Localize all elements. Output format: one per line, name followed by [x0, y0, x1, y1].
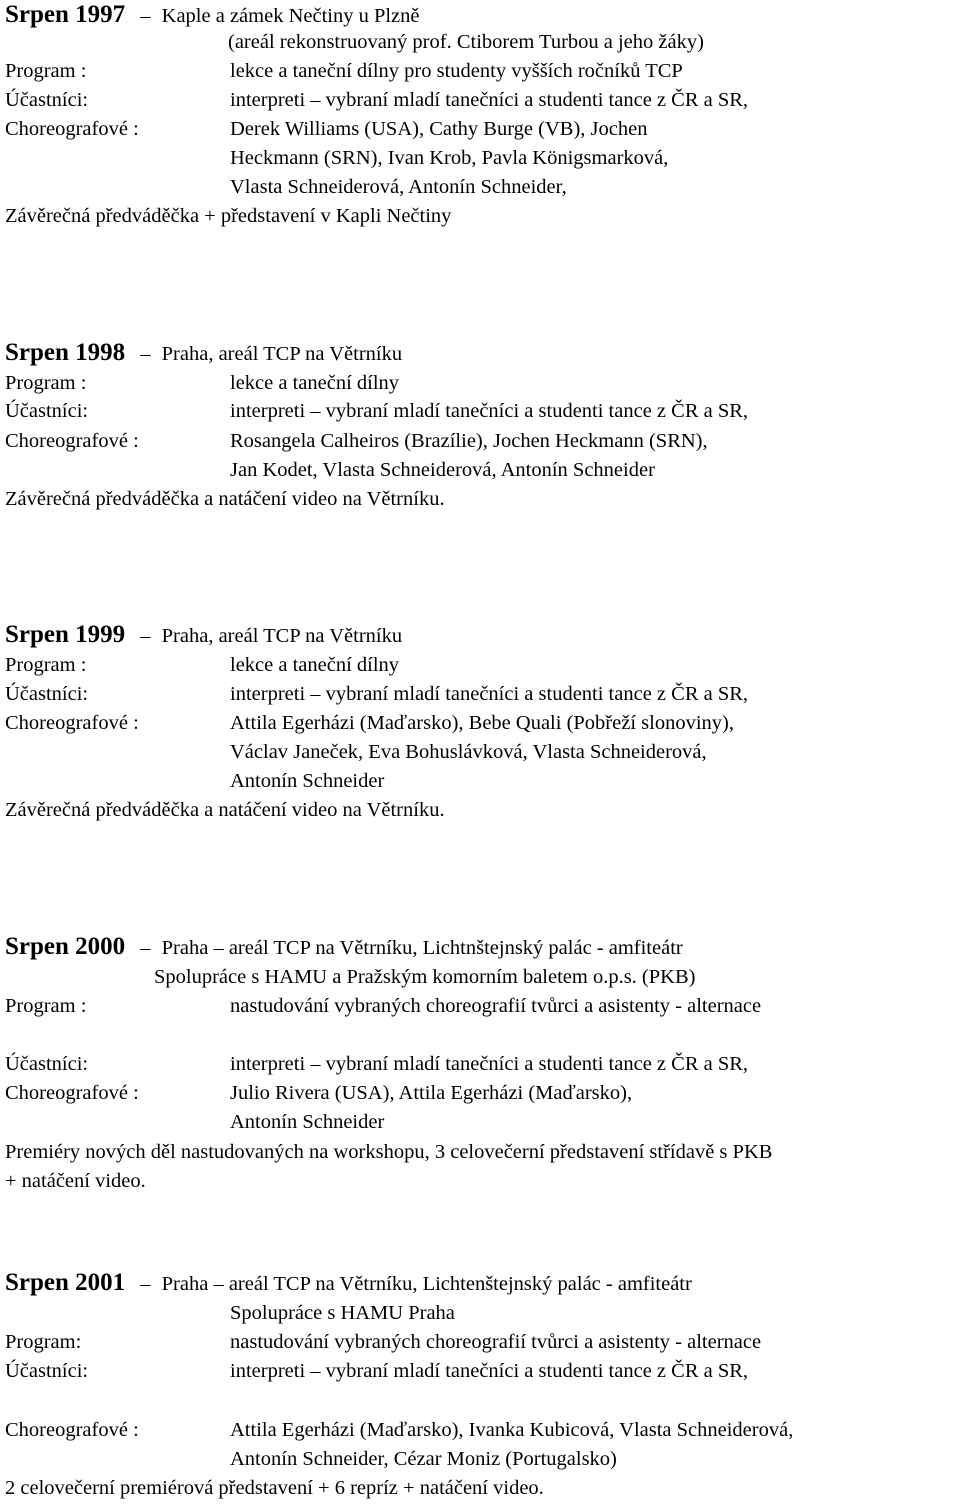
- participants-label: Účastníci:: [5, 89, 89, 111]
- venue: Praha – areál TCP na Větrníku, Lichtenštejnský palác - amfiteátr: [161, 1273, 692, 1295]
- venue: Praha, areál TCP na Větrníku: [161, 625, 403, 647]
- program-text: lekce a taneční dílny: [230, 654, 400, 676]
- participants-text: interpreti – vybraní mladí tanečníci a studenti tance z ČR a SR,: [230, 400, 749, 422]
- program-text: lekce a taneční dílny pro studenty vyšších ročníků TCP: [230, 60, 683, 82]
- program-label: Program :: [5, 60, 87, 82]
- participants-label: Účastníci:: [5, 400, 89, 422]
- venue-detail: Spolupráce s HAMU Praha: [230, 1302, 455, 1324]
- program-label: Program :: [5, 654, 87, 676]
- section-heading: [5, 620, 402, 651]
- choreographers-line: Attila Egerházi (Maďarsko), Ivanka Kubicová, Vlasta Schneiderová,: [230, 1419, 794, 1441]
- year-title: Srpen 1997: [5, 1, 126, 28]
- participants-text: interpreti – vybraní mladí tanečníci a studenti tance z ČR a SR,: [230, 1360, 749, 1382]
- venue-detail: Spolupráce s HAMU a Pražským komorním baletem o.p.s. (PKB): [154, 966, 696, 988]
- program-text: lekce a taneční dílny: [230, 372, 400, 394]
- closing-note: Závěrečná předváděčka a natáčení video na Větrníku.: [5, 799, 445, 821]
- year-title: Srpen 2001: [5, 1269, 126, 1296]
- closing-note: + natáčení video.: [5, 1170, 146, 1192]
- venue: Praha – areál TCP na Větrníku, Lichtnštejnský palác - amfiteátr: [161, 937, 683, 959]
- choreographers-line: Heckmann (SRN), Ivan Krob, Pavla Königsmarková,: [230, 147, 669, 169]
- choreographers-line: Jan Kodet, Vlasta Schneiderová, Antonín Schneider: [230, 459, 655, 481]
- participants-label: Účastníci:: [5, 1053, 89, 1075]
- choreographers-label: Choreografové :: [5, 430, 139, 452]
- year-title: Srpen 2000: [5, 933, 126, 960]
- closing-note: Závěrečná předváděčka + představení v Kapli Nečtiny: [5, 205, 452, 227]
- program-text: nastudování vybraných choreografií tvůrci a asistenty - alternace: [230, 995, 762, 1017]
- year-title: Srpen 1998: [5, 339, 126, 366]
- dash-icon: –: [140, 5, 151, 27]
- program-text: nastudování vybraných choreografií tvůrci a asistenty - alternace: [230, 1331, 762, 1353]
- dash-icon: –: [140, 1273, 151, 1295]
- year-title: Srpen 1999: [5, 621, 126, 648]
- choreographers-line: Rosangela Calheiros (Brazílie), Jochen Heckmann (SRN),: [230, 430, 708, 452]
- closing-note: Premiéry nových děl nastudovaných na workshopu, 3 celovečerní představení střídavě s PKB: [5, 1141, 773, 1163]
- participants-text: interpreti – vybraní mladí tanečníci a studenti tance z ČR a SR,: [230, 1053, 749, 1075]
- choreographers-label: Choreografové :: [5, 1419, 139, 1441]
- section-heading: [5, 338, 402, 369]
- participants-label: Účastníci:: [5, 1360, 89, 1382]
- section-heading: [5, 1268, 692, 1299]
- choreographers-label: Choreografové :: [5, 712, 139, 734]
- section-heading: [5, 932, 683, 963]
- choreographers-label: Choreografové :: [5, 118, 139, 140]
- venue: Praha, areál TCP na Větrníku: [161, 343, 403, 365]
- choreographers-line: Antonín Schneider, Cézar Moniz (Portugalsko): [230, 1448, 617, 1470]
- closing-note: Závěrečná předváděčka a natáčení video na Větrníku.: [5, 488, 445, 510]
- participants-text: interpreti – vybraní mladí tanečníci a studenti tance z ČR a SR,: [230, 683, 749, 705]
- section-heading: [5, 0, 420, 31]
- participants-text: interpreti – vybraní mladí tanečníci a studenti tance z ČR a SR,: [230, 89, 749, 111]
- venue: Kaple a zámek Nečtiny u Plzně: [161, 5, 420, 27]
- participants-label: Účastníci:: [5, 683, 89, 705]
- closing-note: 2 celovečerní premiérová představení + 6 repríz + natáčení video.: [5, 1477, 544, 1499]
- choreographers-line: Antonín Schneider: [230, 1111, 385, 1133]
- choreographers-line: Attila Egerházi (Maďarsko), Bebe Quali (Pobřeží slonoviny),: [230, 712, 734, 734]
- choreographers-line: Vlasta Schneiderová, Antonín Schneider,: [230, 176, 567, 198]
- program-label: Program :: [5, 372, 87, 394]
- venue-detail: (areál rekonstruovaný prof. Ctiborem Turbou a jeho žáky): [228, 31, 704, 53]
- choreographers-line: Václav Janeček, Eva Bohuslávková, Vlasta Schneiderová,: [230, 741, 707, 763]
- choreographers-label: Choreografové :: [5, 1082, 139, 1104]
- program-label: Program :: [5, 995, 87, 1017]
- program-label: Program:: [5, 1331, 82, 1353]
- choreographers-line: Antonín Schneider: [230, 770, 385, 792]
- dash-icon: –: [140, 625, 151, 647]
- choreographers-line: Julio Rivera (USA), Attila Egerházi (Maďarsko),: [230, 1082, 633, 1104]
- dash-icon: –: [140, 937, 151, 959]
- dash-icon: –: [140, 343, 151, 365]
- choreographers-line: Derek Williams (USA), Cathy Burge (VB), Jochen: [230, 118, 648, 140]
